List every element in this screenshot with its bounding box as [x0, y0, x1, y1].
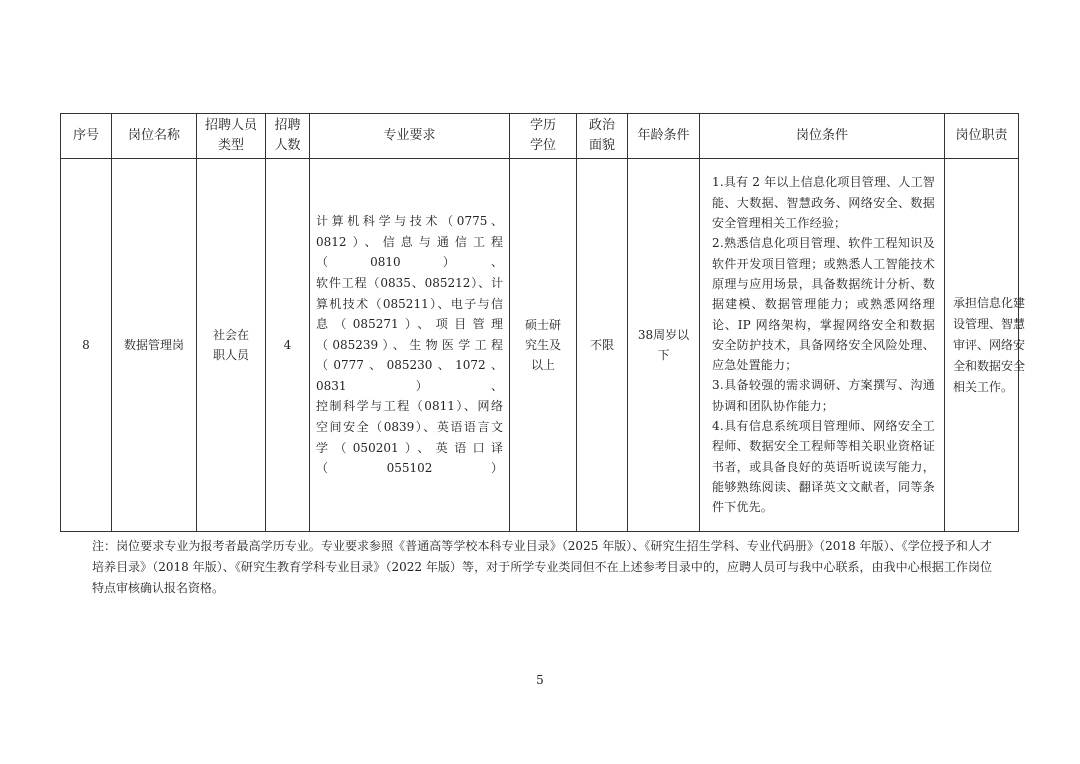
cell-type-line: 社会在 — [212, 328, 249, 342]
major-line: （0777、085230、1072、0831）、 — [316, 358, 503, 393]
cell-major — [310, 159, 510, 532]
table-row — [61, 159, 1019, 532]
header-no: 序号 — [61, 114, 112, 159]
major-line: 控制科学与工程（0811）、网络 — [316, 399, 503, 414]
condition-item: 3.具备较强的需求调研、方案撰写、沟通协调和团队协作能力； — [712, 378, 935, 413]
degree-line: 硕士研 — [524, 318, 561, 332]
cell-type-line: 职人员 — [212, 348, 249, 362]
header-politics-line: 政治 — [588, 118, 615, 133]
header-age: 年龄条件 — [628, 114, 700, 159]
cell-duty — [945, 159, 1026, 532]
header-degree-line: 学位 — [529, 138, 556, 153]
header-politics — [577, 114, 628, 159]
cell-politics: 不限 — [577, 159, 628, 532]
cell-conditions — [700, 159, 945, 532]
job-table — [60, 113, 1026, 532]
header-type-line: 类型 — [217, 138, 244, 153]
header-degree-line: 学历 — [529, 118, 556, 133]
header-degree — [510, 114, 577, 159]
major-line: 计算机科学与技术（0775、 — [316, 214, 503, 229]
major-line: 息（085271）、项目管理 — [316, 317, 503, 332]
condition-item: 4.具有信息系统项目管理师、网络安全工程师、数据安全工程师等相关职业资格证书者，或具备良好的英语听说读写能力，能够熟练阅读、翻译英文文献者，同等条件下优先。 — [712, 419, 935, 515]
cell-type — [197, 159, 266, 532]
header-title: 岗位名称 — [112, 114, 197, 159]
age-line: 38周岁以 — [637, 328, 690, 342]
age-line: 下 — [657, 348, 670, 362]
degree-line: 究生及 — [524, 338, 561, 352]
condition-item: 1.具有 2 年以上信息化项目管理、人工智能、大数据、智慧政务、网络安全、数据安全管理相关工作经验； — [712, 175, 935, 231]
header-conditions: 岗位条件 — [700, 114, 945, 159]
duty-text: 承担信息化建设管理、智慧审评、网络安全和数据安全相关工作。 — [953, 295, 1026, 394]
header-politics-line: 面貌 — [588, 138, 615, 153]
cell-title: 数据管理岗 — [112, 159, 197, 532]
header-count — [266, 114, 310, 159]
condition-item: 2.熟悉信息化项目管理、软件工程知识及软件开发项目管理；或熟悉人工智能技术原理与应用场景，具备数据统计分析、数据建模、数据管理能力；或熟悉网络理论、IP 网络架构，掌握网络安全和数据安全防护技术，具备网络安全风险处理、应急处置能力； — [712, 236, 935, 373]
header-type — [197, 114, 266, 159]
page-number: 5 — [536, 673, 544, 687]
major-line: 学（050201）、英语口译（055102） — [316, 440, 503, 476]
header-count-line: 招聘 — [274, 118, 301, 133]
major-line: 算机技术（085211）、电子与信 — [316, 296, 503, 311]
header-count-line: 人数 — [274, 138, 301, 153]
header-duty: 岗位职责 — [945, 114, 1019, 159]
cell-count: 4 — [266, 159, 310, 532]
major-line: 0812）、信息与通信工程（0810）、 — [316, 234, 503, 270]
header-major: 专业要求 — [310, 114, 510, 159]
major-line: （085239）、生物医学工程 — [316, 337, 503, 352]
footnote: 注：岗位要求专业为报考者最高学历专业。专业要求参照《普通高等学校本科专业目录》（2025 年版）、《研究生招生学科、专业代码册》（2018 年版）、《学位授予和人才培养目录》（2018 年版）、《研究生教育学科专业目录》（2022 年版）等，对于所学专业类同但不在上述参考目录中的，应聘人员可与我中心联系，由我中心根据工作岗位特点审核确认报名资格。 — [92, 539, 992, 595]
major-line: 软件工程（0835、085212）、计 — [316, 275, 503, 290]
header-row — [61, 114, 1019, 159]
cell-no: 8 — [61, 159, 112, 532]
header-type-line: 招聘人员 — [204, 118, 257, 133]
cell-age — [628, 159, 700, 532]
cell-degree — [510, 159, 577, 532]
degree-line: 以上 — [530, 358, 555, 372]
major-line: 空间安全（0839）、英语语言文 — [316, 420, 503, 435]
